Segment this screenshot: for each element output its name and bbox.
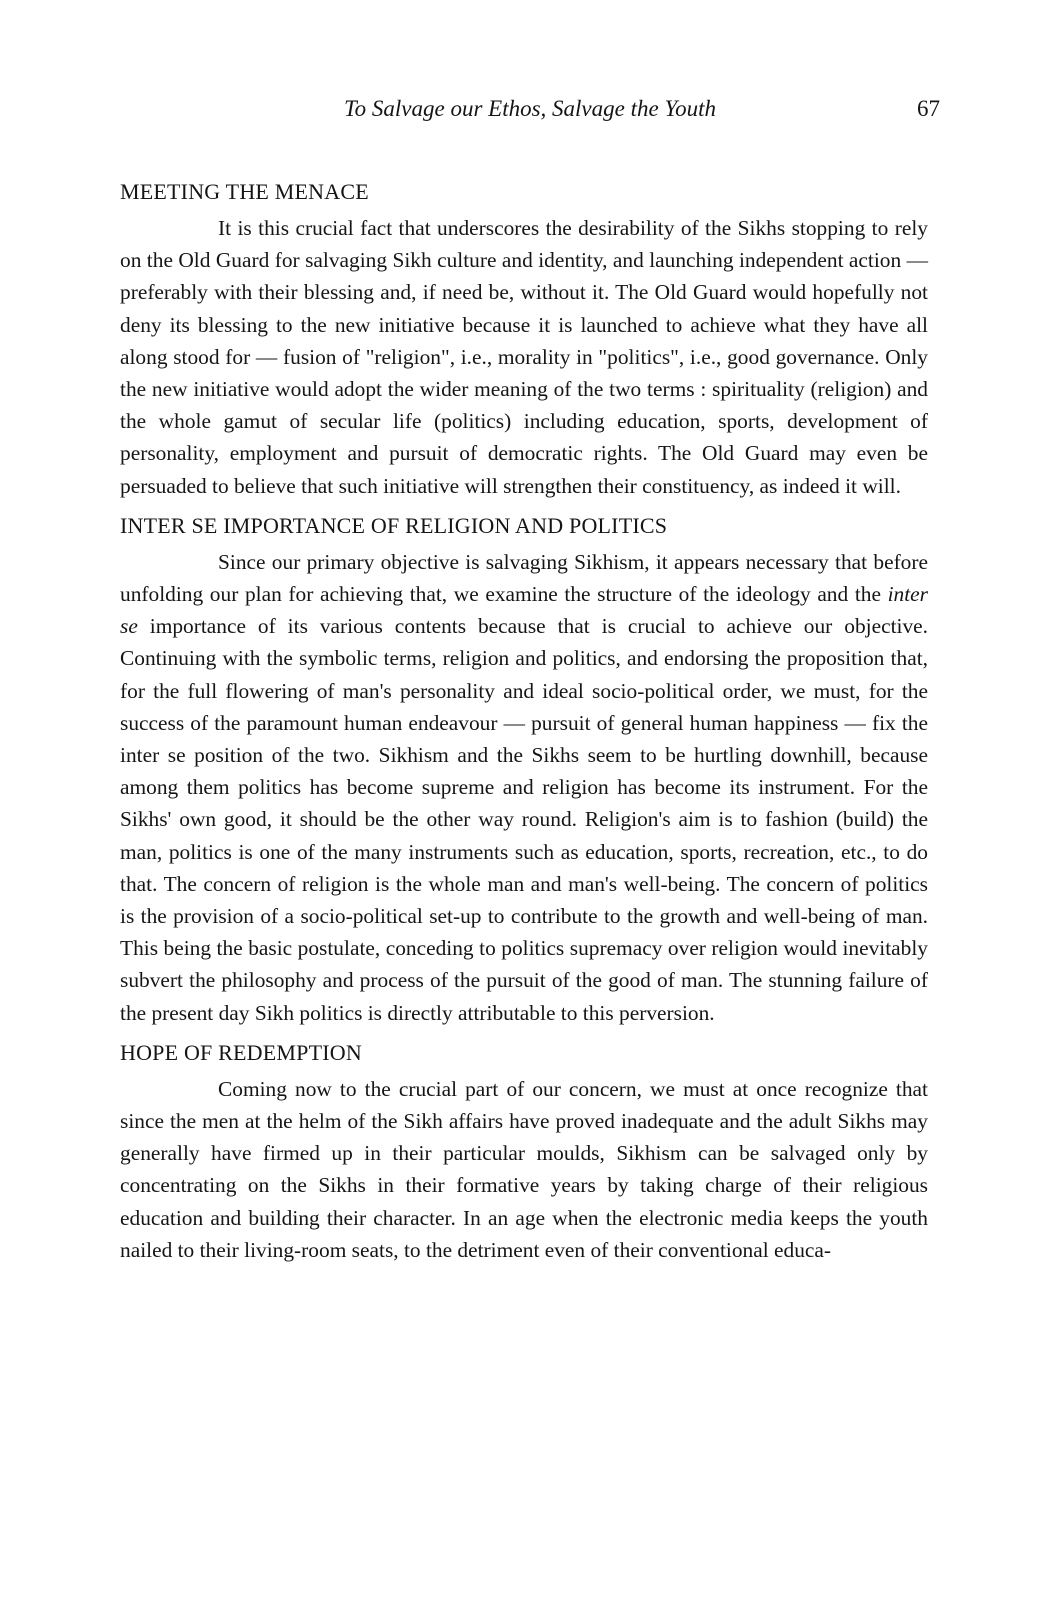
paragraph-text-start: Since our primary objective is salvaging Sikhism, it appears necessary that before unfolding our plan for achieving that, we examine the structure of the ideology and the (120, 549, 928, 607)
section-hope-of-redemption (120, 1037, 928, 1266)
section-heading: HOPE OF REDEMPTION (120, 1039, 362, 1065)
running-title: To Salvage our Ethos, Salvage the Youth (343, 96, 717, 121)
page-body (120, 176, 928, 1274)
page-number: 67 (917, 96, 940, 121)
running-head (120, 92, 940, 126)
body-paragraph: It is this crucial fact that underscores the desirability of the Sikhs stopping to rely on the Old Guard for salvaging Sikh culture and identity, and launching independent action — preferably with their blessing and, if need be, without it. The Old Guard would hopefully not deny its blessing to the new initiative because it is launched to achieve what they have all along stood for — fusion of "religion", i.e., morality in "politics", i.e., good governance. Only the new initiative would adopt the wider meaning of the two terms : spirituality (religion) and the whole gamut of secular life (politics) including education, sports, development of personality, employment and pursuit of democratic rights. The Old Guard may even be persuaded to believe that such initiative will strengthen their constituency, as indeed it will. (120, 216, 928, 498)
section-heading: INTER SE IMPORTANCE OF RELIGION AND POLITICS (120, 512, 668, 538)
body-paragraph: Coming now to the crucial part of our concern, we must at once recognize that since the men at the helm of the Sikh affairs have proved inadequate and the adult Sikhs may generally have firmed up in their particular moulds, Sikhism can be salvaged only by concentrating on the Sikhs in their formative years by taking charge of their religious education and building their character. In an age when the electronic media keeps the youth nailed to their living-room seats, to the detriment even of their conventional educa- (120, 1076, 928, 1262)
italic-term: inter se (120, 582, 928, 639)
paragraph-text-end: importance of its various contents because that is crucial to achieve our objective. Continuing with the symbolic terms, religion and politics, and endorsing the proposition that, for the full flowering of man's personality and ideal socio-political order, we must, for the success of the paramount human endeavour — pursuit of general human happiness — fix the inter se position of the two. Sikhism and the Sikhs seem to be hurtling downhill, because among them politics has become supreme and religion has become its instrument. For the Sikhs' own good, it should be the other way round. Religion's aim is to fashion (build) the man, politics is one of the many instruments such as education, sports, recreation, etc., to do that. The concern of religion is the whole man and man's well-being. The concern of politics is the provision of a socio-political set-up to contribute to the growth and well-being of man. This being the basic postulate, conceding to politics supremacy over religion would inevitably subvert the philosophy and process of the pursuit of the good of man. The stunning failure of the present day Sikh politics is directly attributable to this perversion. (120, 614, 928, 1025)
section-meeting-the-menace (120, 176, 928, 502)
section-inter-se-importance (120, 510, 928, 1029)
section-heading: MEETING THE MENACE (120, 179, 369, 204)
body-paragraph (120, 546, 928, 1029)
